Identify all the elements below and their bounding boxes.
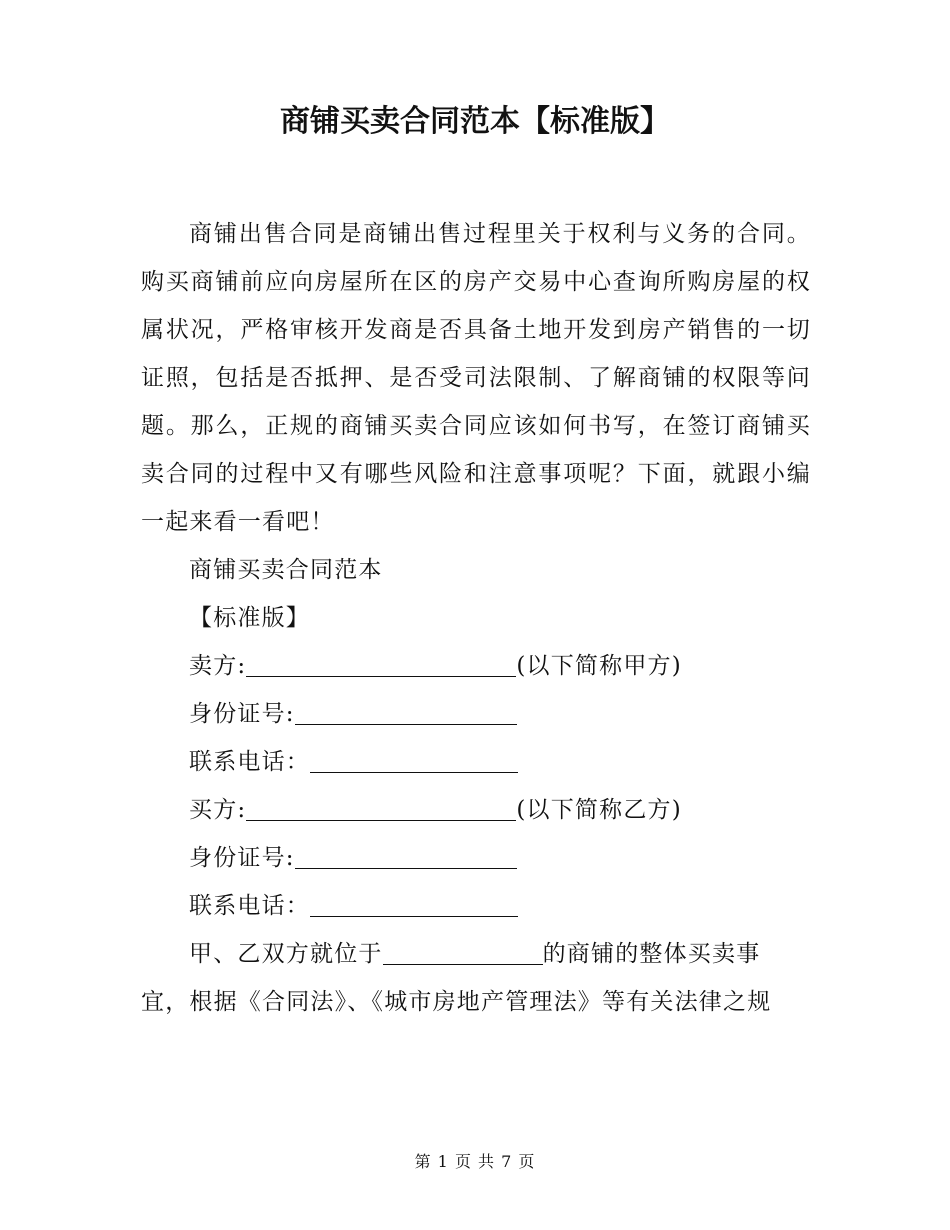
intro-paragraph: 商铺出售合同是商铺出售过程里关于权利与义务的合同。购买商铺前应向房屋所在区的房产交易中心查询所购房屋的权属状况，严格审核开发商是否具备土地开发到房产销售的一切证照，包括是否抵押、是否受司法限制、了解商铺的权限等问题。那么，正规的商铺买卖合同应该如何书写，在签订商铺买卖合同的过程中又有哪些风险和注意事项呢？下面，就跟小编一起来看一看吧！ [141,221,811,535]
page-indicator: 第 1 页 共 7 页 [414,1152,536,1171]
seller-phone-blank[interactable] [310,742,518,773]
buyer-line [141,786,811,834]
document-body [141,210,811,1026]
buyer-note: (以下简称乙方) [516,797,682,823]
clause-start: 甲、乙双方就位于 [189,941,383,967]
contract-subtitle: 商铺买卖合同范本 [189,557,383,583]
seller-id-line [141,690,811,738]
clause-line [141,930,811,978]
buyer-name-blank[interactable] [246,790,516,821]
edition-label: 【标准版】 [189,605,310,631]
seller-phone-line [141,738,811,786]
buyer-id-blank[interactable] [295,838,517,869]
seller-id-blank[interactable] [295,694,517,725]
location-blank[interactable] [383,934,543,965]
seller-note: (以下简称甲方) [516,653,682,679]
clause-continuation: 宜，根据《合同法》、《城市房地产管理法》等有关法律之规 [141,989,772,1015]
buyer-label: 买方: [189,797,247,823]
clause-mid: 的商铺的整体买卖事 [542,941,761,967]
buyer-phone-blank[interactable] [310,886,518,917]
seller-id-label: 身份证号: [189,701,295,727]
buyer-phone-line [141,882,811,930]
document-title: 商铺买卖合同范本【标准版】 [280,104,670,139]
buyer-id-label: 身份证号: [189,845,295,871]
buyer-id-line [141,834,811,882]
seller-line [141,642,811,690]
buyer-phone-label: 联系电话： [189,893,310,919]
seller-name-blank[interactable] [246,646,516,677]
seller-phone-label: 联系电话： [189,749,310,775]
seller-label: 卖方: [189,653,247,679]
